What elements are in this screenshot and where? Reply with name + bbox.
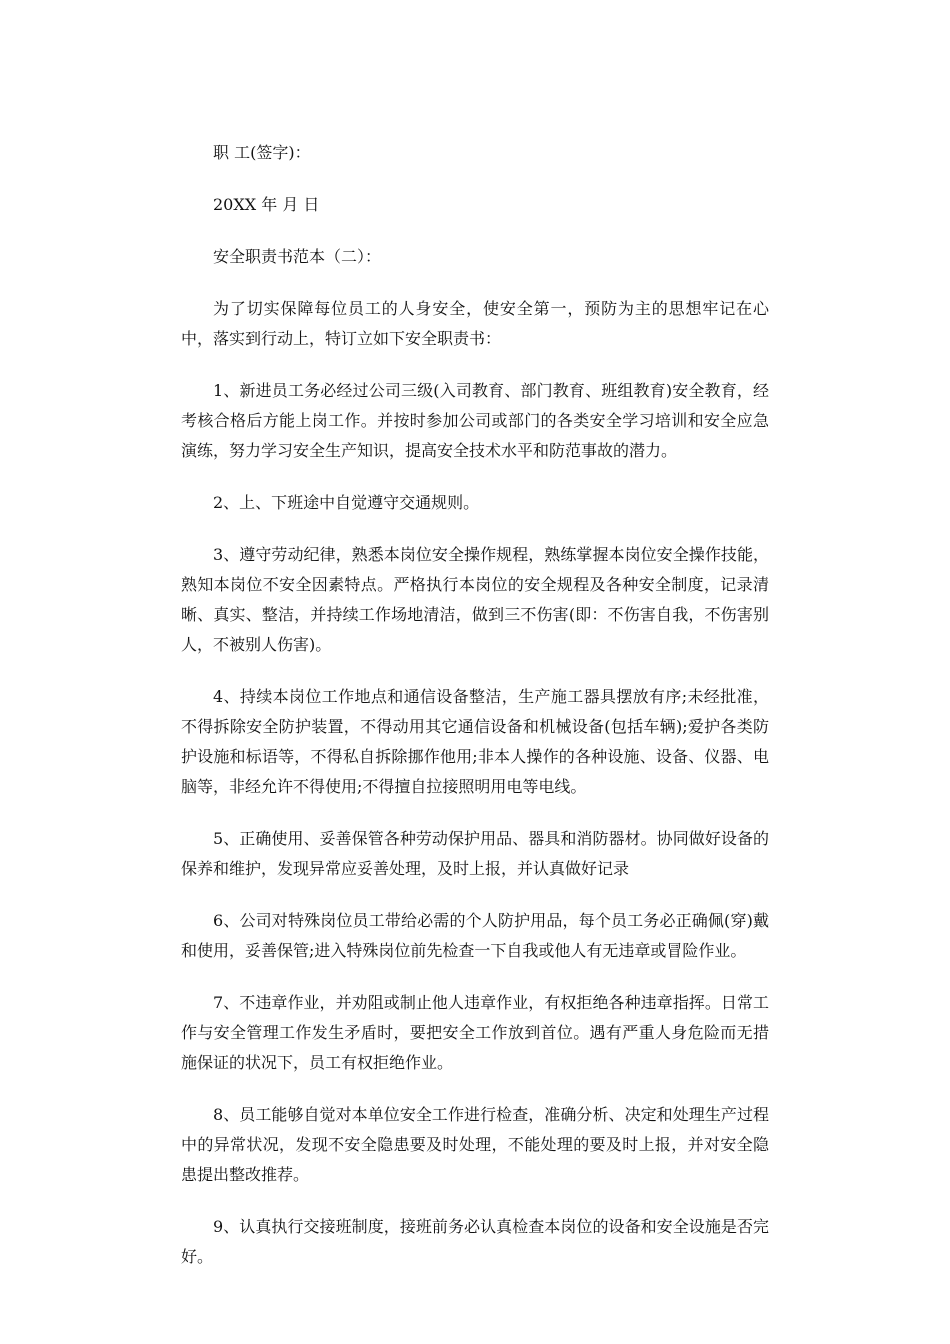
clause-item-8: 8、员工能够自觉对本单位安全工作进行检查，准确分析、决定和处理生产过程中的异常状况，发现不安全隐患要及时处理，不能处理的要及时上报，并对安全隐患提出整改推荐。	[181, 1105, 769, 1184]
clause-item-3: 3、遵守劳动纪律，熟悉本岗位安全操作规程，熟练掌握本岗位安全操作技能，熟知本岗位不安全因素特点。严格执行本岗位的安全规程及各种安全制度，记录清晰、真实、整洁，并持续工作场地清洁，做到三不伤害(即：不伤害自我，不伤害别人，不被别人伤害)。	[181, 545, 769, 654]
section-title: 安全职责书范本（二）：	[213, 247, 382, 266]
clause-item-1: 1、新进员工务必经过公司三级(入司教育、部门教育、班组教育)安全教育，经考核合格后方能上岗工作。并按时参加公司或部门的各类安全学习培训和安全应急演练，努力学习安全生产知识，提高安全技术水平和防范事故的潜力。	[181, 381, 769, 460]
clause-item-2: 2、上、下班途中自觉遵守交通规则。	[213, 493, 480, 512]
clause-item-7: 7、不违章作业，并劝阻或制止他人违章作业，有权拒绝各种违章指挥。日常工作与安全管理工作发生矛盾时，要把安全工作放到首位。遇有严重人身危险而无措施保证的状况下，员工有权拒绝作业。	[181, 993, 769, 1072]
clause-item-9: 9、认真执行交接班制度，接班前务必认真检查本岗位的设备和安全设施是否完好。	[181, 1217, 769, 1266]
clause-item-6: 6、公司对特殊岗位员工带给必需的个人防护用品，每个员工务必正确佩(穿)戴和使用，妥善保管;进入特殊岗位前先检查一下自我或他人有无违章或冒险作业。	[181, 911, 769, 960]
intro-paragraph: 为了切实保障每位员工的人身安全，使安全第一，预防为主的思想牢记在心中，落实到行动上，特订立如下安全职责书：	[181, 299, 769, 348]
date-line: 20XX 年 月 日	[213, 195, 320, 214]
signature-line: 职 工(签字)：	[213, 143, 311, 162]
clause-item-4: 4、持续本岗位工作地点和通信设备整洁，生产施工器具摆放有序;未经批准，不得拆除安全防护装置，不得动用其它通信设备和机械设备(包括车辆);爱护各类防护设施和标语等，不得私自拆除挪作他用;非本人操作的各种设施、设备、仪器、电脑等，非经允许不得使用;不得擅自拉接照明用电等电线。	[181, 687, 769, 796]
clause-item-5: 5、正确使用、妥善保管各种劳动保护用品、器具和消防器材。协同做好设备的保养和维护，发现异常应妥善处理，及时上报，并认真做好记录	[181, 829, 769, 878]
document-body	[181, 138, 769, 1272]
